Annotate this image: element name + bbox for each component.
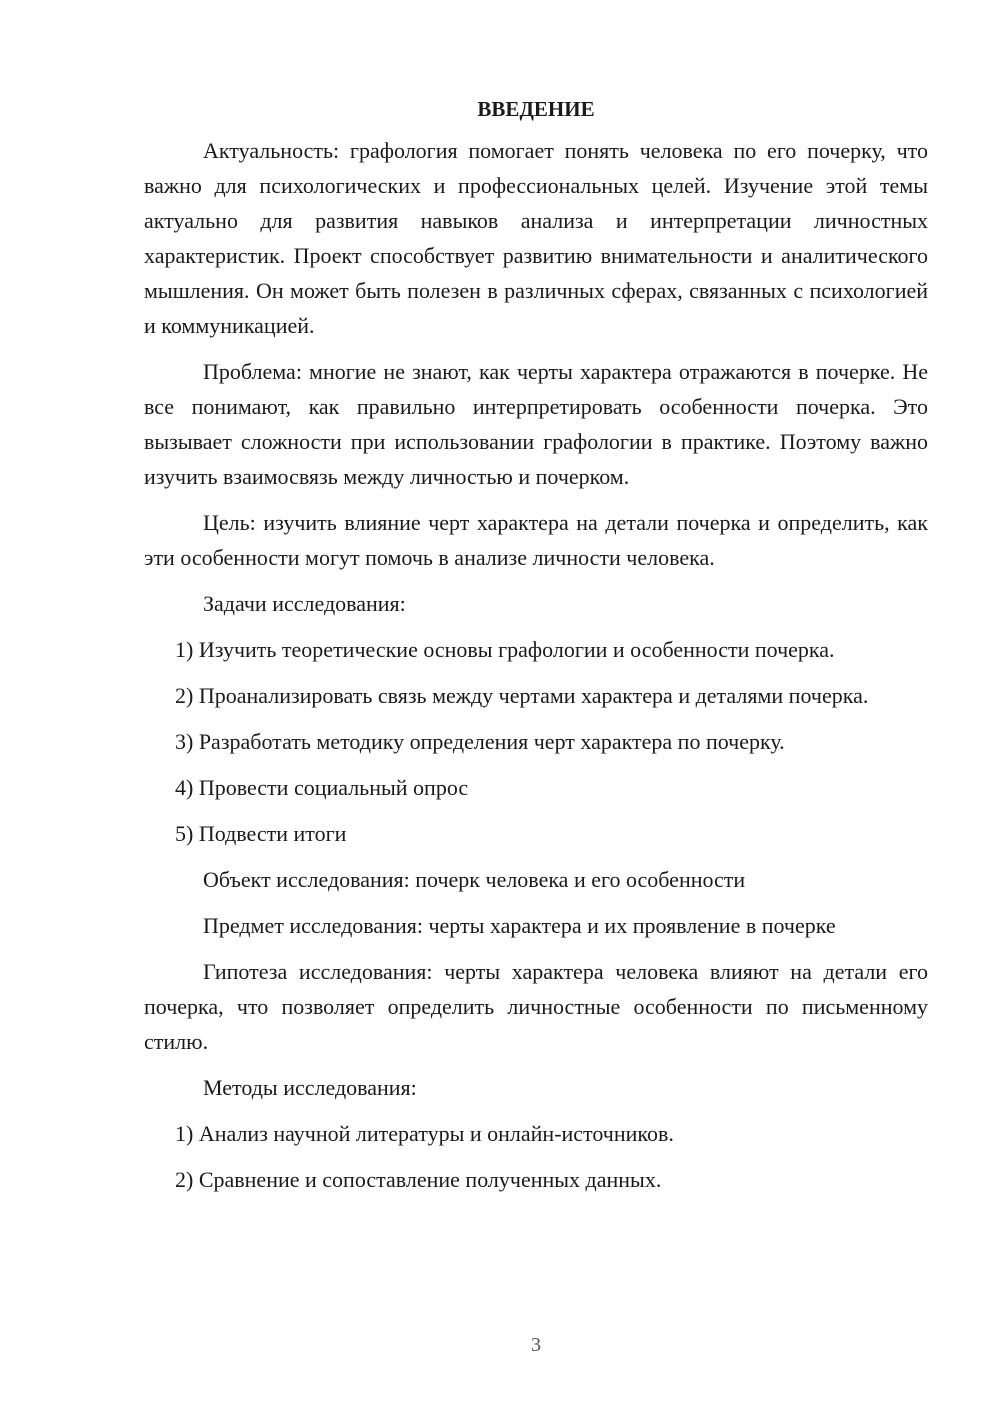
problem-paragraph: Проблема: многие не знают, как черты характера отражаются в почерке. Не все понимают, как правильно интерпретировать особенности почерка. Это вызывает сложности при использовании графологии в практике. Поэтому важно изучить взаимосвязь между личностью и почерком. xyxy=(144,359,928,489)
task-item: 3) Разработать методику определения черт характера по почерку. xyxy=(175,729,785,754)
task-item: 4) Провести социальный опрос xyxy=(175,775,469,800)
relevance-paragraph: Актуальность: графология помогает понять человека по его почерку, что важно для психологических и профессиональных целей. Изучение этой темы актуально для развития навыков анализа и интерпретации личностных характеристик. Проект способствует развитию внимательности и аналитического мышления. Он может быть полезен в различных сферах, связанных с психологией и коммуникацией. xyxy=(144,138,928,338)
method-item: 1) Анализ научной литературы и онлайн-источников. xyxy=(175,1121,674,1146)
subject-paragraph: Предмет исследования: черты характера и их проявление в почерке xyxy=(203,913,836,938)
goal-paragraph: Цель: изучить влияние черт характера на детали почерка и определить, как эти особенности могут помочь в анализе личности человека. xyxy=(144,510,928,570)
hypothesis-paragraph: Гипотеза исследования: черты характера человека влияют на детали его почерка, что позволяет определить личностные особенности по письменному стилю. xyxy=(144,959,928,1054)
task-item: 2) Проанализировать связь между чертами характера и деталями почерка. xyxy=(175,683,869,708)
document-page xyxy=(144,92,928,1208)
task-item: 5) Подвести итоги xyxy=(175,821,347,846)
page-number: 3 xyxy=(531,1334,541,1356)
page-title: ВВЕДЕНИЕ xyxy=(477,97,595,121)
tasks-heading: Задачи исследования: xyxy=(203,591,406,616)
task-item: 1) Изучить теоретические основы графологии и особенности почерка. xyxy=(175,637,835,662)
method-item: 2) Сравнение и сопоставление полученных данных. xyxy=(175,1167,662,1192)
object-paragraph: Объект исследования: почерк человека и его особенности xyxy=(203,867,746,892)
methods-heading: Методы исследования: xyxy=(203,1075,417,1100)
